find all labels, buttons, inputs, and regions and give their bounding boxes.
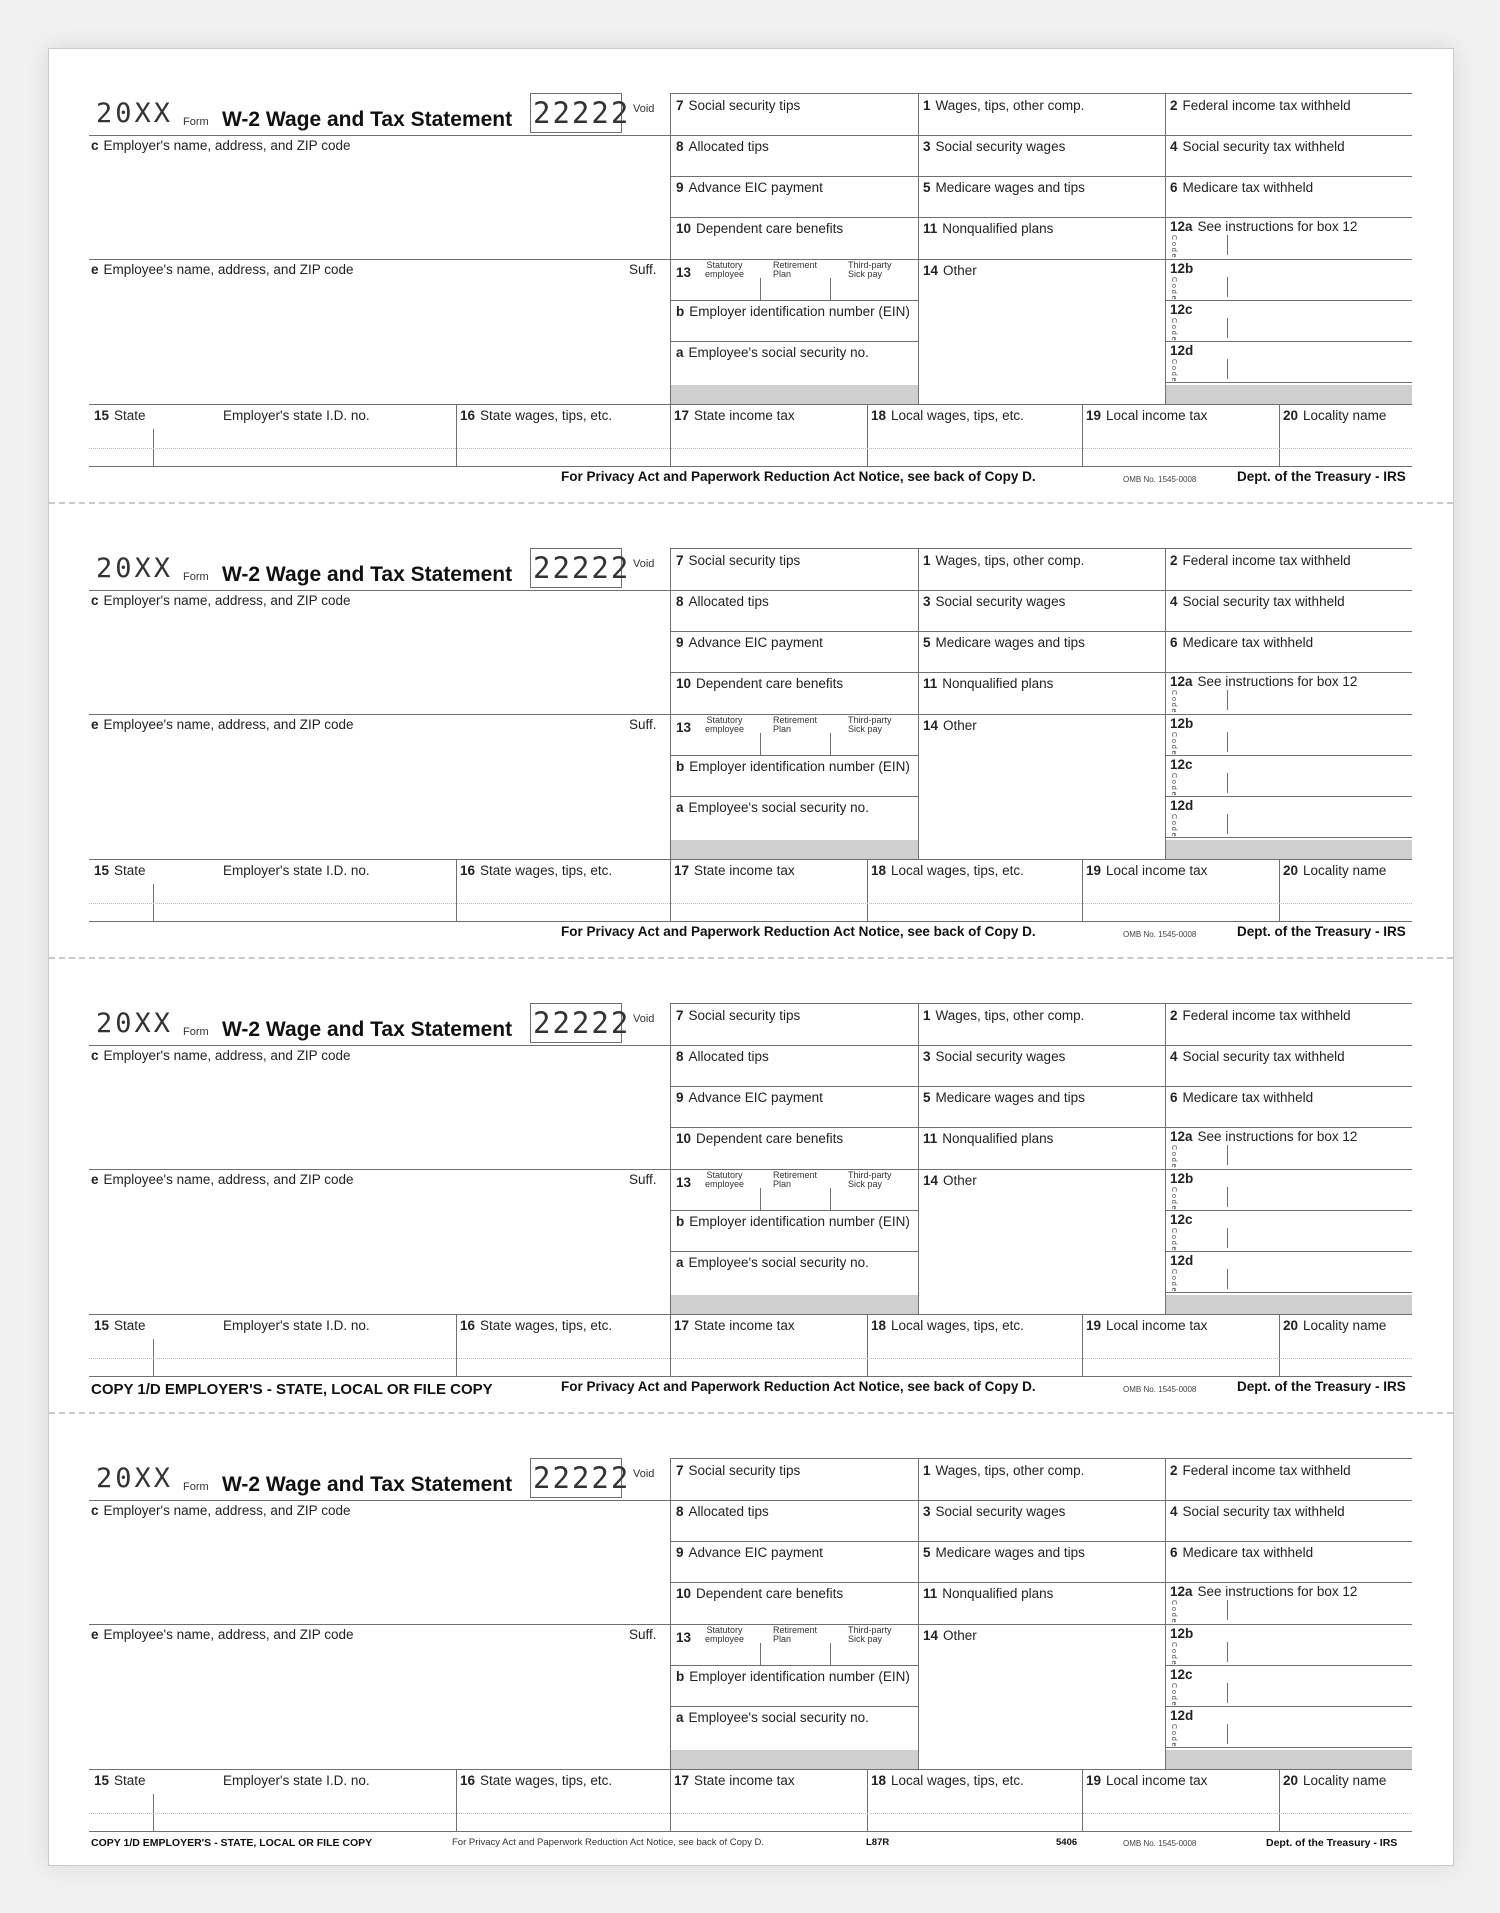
box-17-state-income-tax[interactable]: 17 State income tax bbox=[674, 408, 795, 423]
box-5-medicare-wages[interactable]: 5 Medicare wages and tips bbox=[923, 1090, 1085, 1105]
box-10-dependent-care[interactable]: 10 Dependent care benefits bbox=[676, 1586, 844, 1601]
form-code-label: L87R bbox=[866, 1837, 890, 1848]
box-14-other[interactable]: 14 Other bbox=[923, 1173, 977, 1188]
shaded-area bbox=[671, 385, 918, 404]
shaded-area bbox=[671, 1295, 918, 1314]
code-label-12a: C o d e bbox=[1170, 1600, 1177, 1623]
form-code: 22222 bbox=[533, 551, 631, 585]
box-b-employer-ein[interactable]: b Employer identification number (EIN) bbox=[676, 304, 910, 319]
box-15-state[interactable]: 15 State bbox=[94, 408, 146, 423]
box-7-social-security-tips[interactable]: 7 Social security tips bbox=[676, 1008, 801, 1023]
box-12b[interactable]: 12b bbox=[1170, 716, 1194, 731]
form-word: Form bbox=[183, 116, 209, 128]
box-3-social-security-wages[interactable]: 3 Social security wages bbox=[923, 139, 1066, 154]
box-a-employee-ssn[interactable]: a Employee's social security no. bbox=[676, 1710, 869, 1725]
box-6-medicare-tax[interactable]: 6 Medicare tax withheld bbox=[1170, 1090, 1314, 1105]
code-label-12a: C o d e bbox=[1170, 1145, 1177, 1168]
code-label-12b: C o d e bbox=[1170, 1187, 1177, 1210]
box-3-social-security-wages[interactable]: 3 Social security wages bbox=[923, 1049, 1066, 1064]
box-11-nonqualified-plans[interactable]: 11 Nonqualified plans bbox=[923, 1131, 1054, 1146]
box-c-employer-name[interactable]: c Employer's name, address, and ZIP code bbox=[91, 1048, 351, 1063]
code-label-12d: C o d e bbox=[1170, 1269, 1177, 1292]
box-e-employee-name[interactable]: e Employee's name, address, and ZIP code bbox=[91, 1172, 354, 1187]
box-b-employer-ein[interactable]: b Employer identification number (EIN) bbox=[676, 1214, 910, 1229]
box-16-state-wages[interactable]: 16 State wages, tips, etc. bbox=[460, 1773, 613, 1788]
box-5-medicare-wages[interactable]: 5 Medicare wages and tips bbox=[923, 635, 1085, 650]
box-12a[interactable]: 12a See instructions for box 12 bbox=[1170, 219, 1358, 234]
form-word: Form bbox=[183, 1026, 209, 1038]
employer-state-id[interactable]: Employer's state I.D. no. bbox=[223, 408, 370, 423]
box-13-label: 13 bbox=[676, 1175, 692, 1190]
item-number: 5406 bbox=[1056, 1837, 1078, 1848]
code-label-12a: C o d e bbox=[1170, 235, 1177, 258]
privacy-notice: For Privacy Act and Paperwork Reduction Act Notice, see back of Copy D. bbox=[561, 469, 1036, 484]
box-11-nonqualified-plans[interactable]: 11 Nonqualified plans bbox=[923, 676, 1054, 691]
box-18-local-wages[interactable]: 18 Local wages, tips, etc. bbox=[871, 1318, 1024, 1333]
statutory-employee-checkbox[interactable]: Statutory employee bbox=[705, 260, 745, 279]
box-1-wages[interactable]: 1 Wages, tips, other comp. bbox=[923, 1463, 1085, 1478]
box-e-employee-name[interactable]: e Employee's name, address, and ZIP code bbox=[91, 717, 354, 732]
statutory-employee-checkbox[interactable]: Statutory employee bbox=[705, 1170, 745, 1189]
box-12a[interactable]: 12a See instructions for box 12 bbox=[1170, 674, 1358, 689]
box-12d[interactable]: 12d bbox=[1170, 1253, 1194, 1268]
box-1-wages[interactable]: 1 Wages, tips, other comp. bbox=[923, 553, 1085, 568]
box-13-label: 13 bbox=[676, 1630, 692, 1645]
box-19-local-income-tax[interactable]: 19 Local income tax bbox=[1086, 863, 1208, 878]
statutory-employee-checkbox[interactable]: Statutory employee bbox=[705, 1625, 745, 1644]
box-20-locality-name[interactable]: 20 Locality name bbox=[1283, 408, 1387, 423]
third-party-sick-pay-checkbox[interactable]: Third-party Sick pay bbox=[848, 715, 892, 734]
code-label-12d: C o d e bbox=[1170, 1724, 1177, 1747]
privacy-notice: For Privacy Act and Paperwork Reduction Act Notice, see back of Copy D. bbox=[561, 924, 1036, 939]
box-12a[interactable]: 12a See instructions for box 12 bbox=[1170, 1584, 1358, 1599]
void-checkbox-label[interactable]: Void bbox=[633, 1468, 655, 1480]
w2-slip-3 bbox=[49, 959, 1453, 1415]
void-checkbox-label[interactable]: Void bbox=[633, 103, 655, 115]
box-12c[interactable]: 12c bbox=[1170, 1667, 1193, 1682]
third-party-sick-pay-checkbox[interactable]: Third-party Sick pay bbox=[848, 1170, 892, 1189]
box-19-local-income-tax[interactable]: 19 Local income tax bbox=[1086, 1773, 1208, 1788]
box-17-state-income-tax[interactable]: 17 State income tax bbox=[674, 1773, 795, 1788]
code-label-12b: C o d e bbox=[1170, 277, 1177, 300]
box-13-label: 13 bbox=[676, 720, 692, 735]
omb-number: OMB No. 1545-0008 bbox=[1123, 1385, 1197, 1394]
form-code: 22222 bbox=[533, 1006, 631, 1040]
box-13-label: 13 bbox=[676, 265, 692, 280]
box-15-state[interactable]: 15 State bbox=[94, 1318, 146, 1333]
shaded-area bbox=[1166, 840, 1412, 859]
statutory-employee-checkbox[interactable]: Statutory employee bbox=[705, 715, 745, 734]
form-code: 22222 bbox=[533, 96, 631, 130]
box-12b[interactable]: 12b bbox=[1170, 1171, 1194, 1186]
box-3-social-security-wages[interactable]: 3 Social security wages bbox=[923, 1504, 1066, 1519]
omb-number: OMB No. 1545-0008 bbox=[1123, 930, 1197, 939]
employer-state-id[interactable]: Employer's state I.D. no. bbox=[223, 1318, 370, 1333]
w2-form-sheet bbox=[48, 48, 1454, 1866]
box-2-federal-tax[interactable]: 2 Federal income tax withheld bbox=[1170, 1463, 1351, 1478]
tax-year: 20XX bbox=[96, 98, 174, 129]
box-4-ss-tax-withheld[interactable]: 4 Social security tax withheld bbox=[1170, 1504, 1345, 1519]
box-17-state-income-tax[interactable]: 17 State income tax bbox=[674, 1318, 795, 1333]
box-1-wages[interactable]: 1 Wages, tips, other comp. bbox=[923, 1008, 1085, 1023]
box-3-social-security-wages[interactable]: 3 Social security wages bbox=[923, 594, 1066, 609]
box-8-allocated-tips[interactable]: 8 Allocated tips bbox=[676, 1504, 769, 1519]
dept-treasury-small: Dept. of the Treasury - IRS bbox=[1266, 1837, 1398, 1849]
box-b-employer-ein[interactable]: b Employer identification number (EIN) bbox=[676, 759, 910, 774]
perforation-line bbox=[49, 957, 1453, 959]
box-9-advance-eic[interactable]: 9 Advance EIC payment bbox=[676, 1090, 823, 1105]
code-label-12b: C o d e bbox=[1170, 732, 1177, 755]
retirement-plan-checkbox[interactable]: Retirement Plan bbox=[773, 1625, 818, 1644]
box-8-allocated-tips[interactable]: 8 Allocated tips bbox=[676, 139, 769, 154]
form-title: W-2 Wage and Tax Statement bbox=[222, 1473, 513, 1496]
box-5-medicare-wages[interactable]: 5 Medicare wages and tips bbox=[923, 1545, 1085, 1560]
box-18-local-wages[interactable]: 18 Local wages, tips, etc. bbox=[871, 863, 1024, 878]
code-label-12c: C o d e bbox=[1170, 1683, 1177, 1706]
box-12d[interactable]: 12d bbox=[1170, 343, 1194, 358]
void-checkbox-label[interactable]: Void bbox=[633, 1013, 655, 1025]
shaded-area bbox=[1166, 1750, 1412, 1769]
code-label-12c: C o d e bbox=[1170, 773, 1177, 796]
code-label-12c: C o d e bbox=[1170, 1228, 1177, 1251]
box-12d[interactable]: 12d bbox=[1170, 798, 1194, 813]
box-a-employee-ssn[interactable]: a Employee's social security no. bbox=[676, 800, 869, 815]
box-8-allocated-tips[interactable]: 8 Allocated tips bbox=[676, 1049, 769, 1064]
code-label-12b: C o d e bbox=[1170, 1642, 1177, 1665]
omb-number: OMB No. 1545-0008 bbox=[1123, 475, 1197, 484]
suffix-label: Suff. bbox=[629, 262, 657, 277]
shaded-area bbox=[1166, 385, 1412, 404]
box-18-local-wages[interactable]: 18 Local wages, tips, etc. bbox=[871, 1773, 1024, 1788]
employer-state-id[interactable]: Employer's state I.D. no. bbox=[223, 1773, 370, 1788]
suffix-label: Suff. bbox=[629, 1627, 657, 1642]
box-14-other[interactable]: 14 Other bbox=[923, 718, 977, 733]
tax-year: 20XX bbox=[96, 1463, 174, 1494]
form-title: W-2 Wage and Tax Statement bbox=[222, 1018, 513, 1041]
box-12c[interactable]: 12c bbox=[1170, 302, 1193, 317]
privacy-notice-small: For Privacy Act and Paperwork Reduction Act Notice, see back of Copy D. bbox=[452, 1837, 765, 1848]
box-11-nonqualified-plans[interactable]: 11 Nonqualified plans bbox=[923, 1586, 1054, 1601]
box-19-local-income-tax[interactable]: 19 Local income tax bbox=[1086, 408, 1208, 423]
dept-treasury: Dept. of the Treasury - IRS bbox=[1237, 469, 1406, 484]
w2-slip-4 bbox=[49, 1414, 1453, 1870]
box-14-other[interactable]: 14 Other bbox=[923, 1628, 977, 1643]
tax-year: 20XX bbox=[96, 553, 174, 584]
suffix-label: Suff. bbox=[629, 1172, 657, 1187]
box-1-wages[interactable]: 1 Wages, tips, other comp. bbox=[923, 98, 1085, 113]
box-20-locality-name[interactable]: 20 Locality name bbox=[1283, 1318, 1387, 1333]
box-16-state-wages[interactable]: 16 State wages, tips, etc. bbox=[460, 863, 613, 878]
box-2-federal-tax[interactable]: 2 Federal income tax withheld bbox=[1170, 553, 1351, 568]
retirement-plan-checkbox[interactable]: Retirement Plan bbox=[773, 1170, 818, 1189]
perforation-line bbox=[49, 1412, 1453, 1414]
box-6-medicare-tax[interactable]: 6 Medicare tax withheld bbox=[1170, 1545, 1314, 1560]
box-b-employer-ein[interactable]: b Employer identification number (EIN) bbox=[676, 1669, 910, 1684]
form-title: W-2 Wage and Tax Statement bbox=[222, 108, 513, 131]
box-8-allocated-tips[interactable]: 8 Allocated tips bbox=[676, 594, 769, 609]
privacy-notice: For Privacy Act and Paperwork Reduction Act Notice, see back of Copy D. bbox=[561, 1379, 1036, 1394]
form-word: Form bbox=[183, 1481, 209, 1493]
box-14-other[interactable]: 14 Other bbox=[923, 263, 977, 278]
box-4-ss-tax-withheld[interactable]: 4 Social security tax withheld bbox=[1170, 139, 1345, 154]
retirement-plan-checkbox[interactable]: Retirement Plan bbox=[773, 260, 818, 279]
form-code: 22222 bbox=[533, 1461, 631, 1495]
w2-slip-2 bbox=[49, 504, 1453, 960]
box-16-state-wages[interactable]: 16 State wages, tips, etc. bbox=[460, 408, 613, 423]
box-e-employee-name[interactable]: e Employee's name, address, and ZIP code bbox=[91, 1627, 354, 1642]
form-title: W-2 Wage and Tax Statement bbox=[222, 563, 513, 586]
employer-state-id[interactable]: Employer's state I.D. no. bbox=[223, 863, 370, 878]
box-12d[interactable]: 12d bbox=[1170, 1708, 1194, 1723]
third-party-sick-pay-checkbox[interactable]: Third-party Sick pay bbox=[848, 260, 892, 279]
code-label-12a: C o d e bbox=[1170, 690, 1177, 713]
third-party-sick-pay-checkbox[interactable]: Third-party Sick pay bbox=[848, 1625, 892, 1644]
box-7-social-security-tips[interactable]: 7 Social security tips bbox=[676, 1463, 801, 1478]
copy-designation: COPY 1/D EMPLOYER'S - STATE, LOCAL OR FILE COPY bbox=[91, 1381, 493, 1398]
box-20-locality-name[interactable]: 20 Locality name bbox=[1283, 863, 1387, 878]
box-20-locality-name[interactable]: 20 Locality name bbox=[1283, 1773, 1387, 1788]
box-10-dependent-care[interactable]: 10 Dependent care benefits bbox=[676, 1131, 844, 1146]
box-6-medicare-tax[interactable]: 6 Medicare tax withheld bbox=[1170, 635, 1314, 650]
box-12b[interactable]: 12b bbox=[1170, 261, 1194, 276]
box-9-advance-eic[interactable]: 9 Advance EIC payment bbox=[676, 1545, 823, 1560]
box-19-local-income-tax[interactable]: 19 Local income tax bbox=[1086, 1318, 1208, 1333]
box-4-ss-tax-withheld[interactable]: 4 Social security tax withheld bbox=[1170, 594, 1345, 609]
box-6-medicare-tax[interactable]: 6 Medicare tax withheld bbox=[1170, 180, 1314, 195]
dept-treasury: Dept. of the Treasury - IRS bbox=[1237, 924, 1406, 939]
form-word: Form bbox=[183, 571, 209, 583]
box-15-state[interactable]: 15 State bbox=[94, 1773, 146, 1788]
box-9-advance-eic[interactable]: 9 Advance EIC payment bbox=[676, 635, 823, 650]
box-c-employer-name[interactable]: c Employer's name, address, and ZIP code bbox=[91, 593, 351, 608]
box-a-employee-ssn[interactable]: a Employee's social security no. bbox=[676, 1255, 869, 1270]
shaded-area bbox=[671, 1750, 918, 1769]
retirement-plan-checkbox[interactable]: Retirement Plan bbox=[773, 715, 818, 734]
box-e-employee-name[interactable]: e Employee's name, address, and ZIP code bbox=[91, 262, 354, 277]
box-2-federal-tax[interactable]: 2 Federal income tax withheld bbox=[1170, 1008, 1351, 1023]
box-10-dependent-care[interactable]: 10 Dependent care benefits bbox=[676, 221, 844, 236]
box-16-state-wages[interactable]: 16 State wages, tips, etc. bbox=[460, 1318, 613, 1333]
box-9-advance-eic[interactable]: 9 Advance EIC payment bbox=[676, 180, 823, 195]
box-12c[interactable]: 12c bbox=[1170, 1212, 1193, 1227]
box-11-nonqualified-plans[interactable]: 11 Nonqualified plans bbox=[923, 221, 1054, 236]
omb-number-small: OMB No. 1545-0008 bbox=[1123, 1839, 1197, 1848]
shaded-area bbox=[671, 840, 918, 859]
w2-slip-1 bbox=[49, 49, 1453, 505]
box-12a[interactable]: 12a See instructions for box 12 bbox=[1170, 1129, 1358, 1144]
box-c-employer-name[interactable]: c Employer's name, address, and ZIP code bbox=[91, 1503, 351, 1518]
box-18-local-wages[interactable]: 18 Local wages, tips, etc. bbox=[871, 408, 1024, 423]
code-label-12d: C o d e bbox=[1170, 359, 1177, 382]
box-10-dependent-care[interactable]: 10 Dependent care benefits bbox=[676, 676, 844, 691]
box-15-state[interactable]: 15 State bbox=[94, 863, 146, 878]
code-label-12c: C o d e bbox=[1170, 318, 1177, 341]
box-4-ss-tax-withheld[interactable]: 4 Social security tax withheld bbox=[1170, 1049, 1345, 1064]
box-2-federal-tax[interactable]: 2 Federal income tax withheld bbox=[1170, 98, 1351, 113]
box-a-employee-ssn[interactable]: a Employee's social security no. bbox=[676, 345, 869, 360]
code-label-12d: C o d e bbox=[1170, 814, 1177, 837]
box-c-employer-name[interactable]: c Employer's name, address, and ZIP code bbox=[91, 138, 351, 153]
box-7-social-security-tips[interactable]: 7 Social security tips bbox=[676, 553, 801, 568]
box-7-social-security-tips[interactable]: 7 Social security tips bbox=[676, 98, 801, 113]
box-17-state-income-tax[interactable]: 17 State income tax bbox=[674, 863, 795, 878]
shaded-area bbox=[1166, 1295, 1412, 1314]
dept-treasury: Dept. of the Treasury - IRS bbox=[1237, 1379, 1406, 1394]
perforation-line bbox=[49, 502, 1453, 504]
box-12b[interactable]: 12b bbox=[1170, 1626, 1194, 1641]
box-5-medicare-wages[interactable]: 5 Medicare wages and tips bbox=[923, 180, 1085, 195]
copy-designation-small: COPY 1/D EMPLOYER'S - STATE, LOCAL OR FILE COPY bbox=[91, 1837, 373, 1849]
void-checkbox-label[interactable]: Void bbox=[633, 558, 655, 570]
box-12c[interactable]: 12c bbox=[1170, 757, 1193, 772]
suffix-label: Suff. bbox=[629, 717, 657, 732]
tax-year: 20XX bbox=[96, 1008, 174, 1039]
